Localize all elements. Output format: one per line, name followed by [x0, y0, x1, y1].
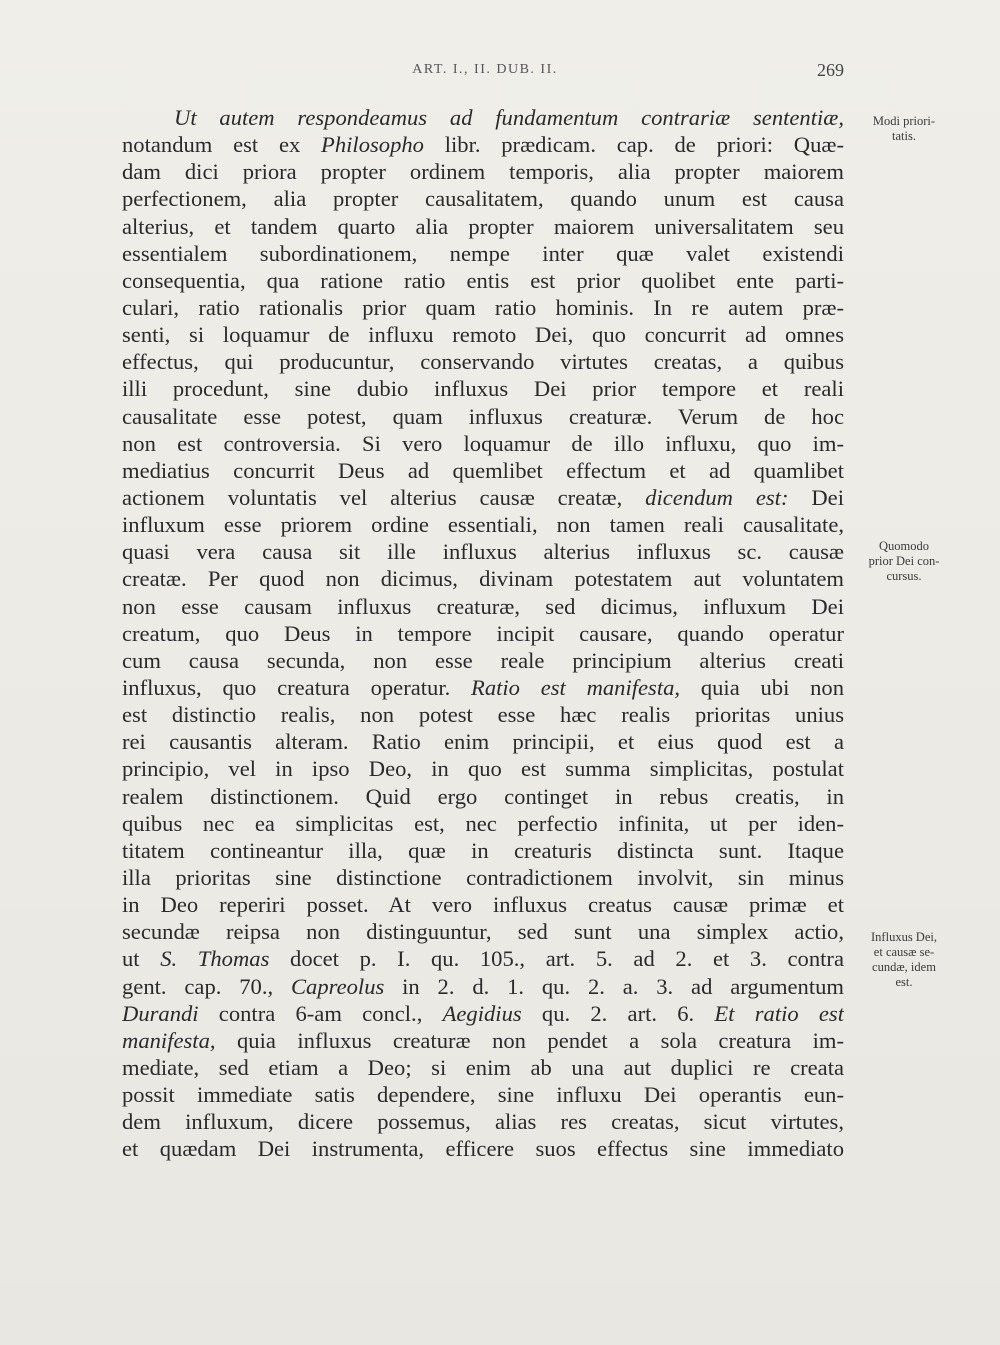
marginal-note-line: Influxus Dei,	[871, 930, 937, 944]
text-run: consequentia, qua ratione ratio entis est prior quolibet ente parti-	[122, 267, 844, 293]
marginal-note-line: cursus.	[886, 569, 922, 583]
text-run: non est controversia. Si vero loquamur de illo influxu, quo im-	[122, 430, 844, 456]
italic-text: Philosopho	[321, 132, 424, 158]
marginal-note-line: tatis.	[892, 129, 916, 143]
marginal-note-influxus-dei	[855, 930, 953, 990]
text-line	[122, 511, 844, 538]
text-run: libr. prædicam. cap. de priori: Quæ-	[423, 132, 844, 158]
text-line	[122, 185, 844, 212]
text-line	[122, 430, 844, 457]
text-line	[122, 457, 844, 484]
text-run: culari, ratio rationalis prior quam ratio hominis. In re autem præ-	[122, 294, 844, 320]
text-run: quia ubi non	[680, 674, 844, 700]
text-line	[122, 1000, 844, 1027]
text-run: notandum est ex	[122, 132, 322, 158]
marginal-note-line: prior Dei con-	[868, 554, 940, 568]
text-run: quasi vera causa sit ille influxus alterius influxus sc. causæ	[122, 539, 844, 565]
text-line	[122, 1054, 844, 1081]
text-run: illi procedunt, sine dubio influxus Dei prior tempore et reali	[122, 376, 844, 402]
text-line	[122, 810, 844, 837]
italic-text: Et ratio est	[714, 1000, 844, 1026]
text-run: creatum, quo Deus in tempore incipit causare, quando operatur	[122, 620, 844, 646]
text-run: influxum esse priorem ordine essentiali, non tamen reali causalitate,	[122, 512, 844, 538]
text-run: non esse causam influxus creaturæ, sed dicimus, influxum Dei	[122, 593, 844, 619]
italic-text: Ut autem respondeamus ad fundamentum contrariæ sententiæ,	[174, 105, 844, 130]
running-head	[120, 62, 850, 86]
text-run: dem influxum, dicere possemus, alias res creatas, sicut virtutes,	[122, 1109, 844, 1135]
text-line	[122, 213, 844, 240]
italic-text: Durandi	[122, 1000, 199, 1026]
text-line	[122, 294, 844, 321]
text-run: et quædam Dei instrumenta, efficere suos effectus sine immediato	[122, 1136, 844, 1162]
text-run: quia influxus creaturæ non pendet a sola creatura im-	[215, 1027, 844, 1053]
text-run: essentialem subordinationem, nempe inter quæ valet existendi	[122, 240, 844, 266]
text-run: actionem voluntatis vel alterius causæ creatæ,	[122, 484, 646, 510]
text-line	[122, 728, 844, 755]
body-text	[122, 104, 844, 1162]
text-run: ut	[122, 946, 161, 972]
text-line	[122, 321, 844, 348]
text-line	[122, 647, 844, 674]
text-line	[122, 565, 844, 592]
text-line	[122, 538, 844, 565]
text-line	[122, 783, 844, 810]
text-run: secundæ reipsa non distinguuntur, sed sunt una simplex actio,	[122, 919, 844, 945]
text-line	[122, 945, 844, 972]
text-line	[122, 973, 844, 1000]
italic-text: Aegidius	[442, 1000, 522, 1026]
text-run: realem distinctionem. Quid ergo continget in rebus creatis, in	[122, 783, 844, 809]
text-run: contra 6-am concl.,	[198, 1000, 443, 1026]
italic-text: dicendum est:	[645, 484, 789, 510]
running-title: ART. I., II. DUB. II.	[412, 62, 558, 77]
text-line	[122, 158, 844, 185]
text-run: principio, vel in ipso Deo, in quo est summa simplicitas, postulat	[122, 756, 844, 782]
text-run: mediate, sed etiam a Deo; si enim ab una aut duplici re creata	[122, 1054, 844, 1080]
italic-text: Ratio est manifesta,	[471, 674, 681, 700]
text-line	[122, 593, 844, 620]
text-line	[122, 267, 844, 294]
text-line	[122, 131, 844, 158]
text-line	[122, 484, 844, 511]
text-line	[122, 240, 844, 267]
text-run: est distinctio realis, non potest esse hæc realis prioritas unius	[122, 702, 844, 728]
italic-text: S. Thomas	[160, 946, 270, 972]
text-line	[122, 918, 844, 945]
text-line	[122, 104, 844, 131]
text-line	[122, 674, 844, 701]
marginal-note-line: cundæ, idem	[872, 960, 936, 974]
text-run: mediatius concurrit Deus ad quemlibet effectum et ad quamlibet	[122, 457, 844, 483]
text-run: rei causantis alteram. Ratio enim principii, et eius quod est a	[122, 729, 844, 755]
text-line	[122, 837, 844, 864]
text-run: in 2. d. 1. qu. 2. a. 3. ad argumentum	[384, 973, 844, 999]
text-line	[122, 403, 844, 430]
text-run: causalitate esse potest, quam influxus creaturæ. Verum de hoc	[122, 403, 844, 429]
marginal-note-line: Quomodo	[879, 539, 929, 553]
text-line	[122, 864, 844, 891]
text-run: alterius, et tandem quarto alia propter maiorem universalitatem seu	[122, 213, 844, 239]
text-run: dam dici priora propter ordinem temporis, alia propter maiorem	[122, 159, 844, 185]
text-run: illa prioritas sine distinctione contradictionem involvit, sin minus	[122, 864, 844, 890]
text-line	[122, 701, 844, 728]
marginal-note-line: est.	[895, 975, 913, 989]
marginal-note-line: et causæ se-	[873, 945, 935, 959]
text-run: docet p. I. qu. 105., art. 5. ad 2. et 3. contra	[269, 946, 844, 972]
text-run: cum causa secunda, non esse reale principium alterius creati	[122, 647, 844, 673]
text-line	[122, 1081, 844, 1108]
text-run: influxus, quo creatura operatur.	[122, 674, 472, 700]
text-run: in Deo reperiri posset. At vero influxus creatus causæ primæ et	[122, 892, 844, 918]
text-run: quibus nec ea simplicitas est, nec perfectio infinita, ut per iden-	[122, 810, 844, 836]
marginal-note-quomodo-prior	[855, 539, 953, 584]
text-run: Dei	[788, 484, 844, 510]
text-run: senti, si loquamur de influxu remoto Dei, quo concurrit ad omnes	[122, 322, 844, 348]
italic-text: manifesta,	[122, 1027, 216, 1053]
text-line	[122, 348, 844, 375]
text-line	[122, 891, 844, 918]
text-run: perfectionem, alia propter causalitatem, quando unum est causa	[122, 186, 844, 212]
text-run: gent. cap. 70.,	[122, 973, 291, 999]
text-line	[122, 1108, 844, 1135]
text-run: effectus, qui producuntur, conservando virtutes creatas, a quibus	[122, 349, 844, 375]
text-run: creatæ. Per quod non dicimus, divinam potestatem aut voluntatem	[122, 566, 844, 592]
text-run: qu. 2. art. 6.	[521, 1000, 715, 1026]
text-run: possit immediate satis dependere, sine influxu Dei operantis eun-	[122, 1082, 844, 1108]
page-number: 269	[817, 60, 844, 80]
text-line	[122, 1135, 844, 1162]
text-line	[122, 620, 844, 647]
text-line	[122, 375, 844, 402]
text-line	[122, 755, 844, 782]
marginal-note-line: Modi priori-	[872, 114, 936, 128]
text-line	[122, 1027, 844, 1054]
marginal-note-modi-prioritatis	[855, 114, 953, 144]
text-run: titatem contineantur illa, quæ in creaturis distincta sunt. Itaque	[122, 837, 844, 863]
italic-text: Capreolus	[290, 973, 385, 999]
